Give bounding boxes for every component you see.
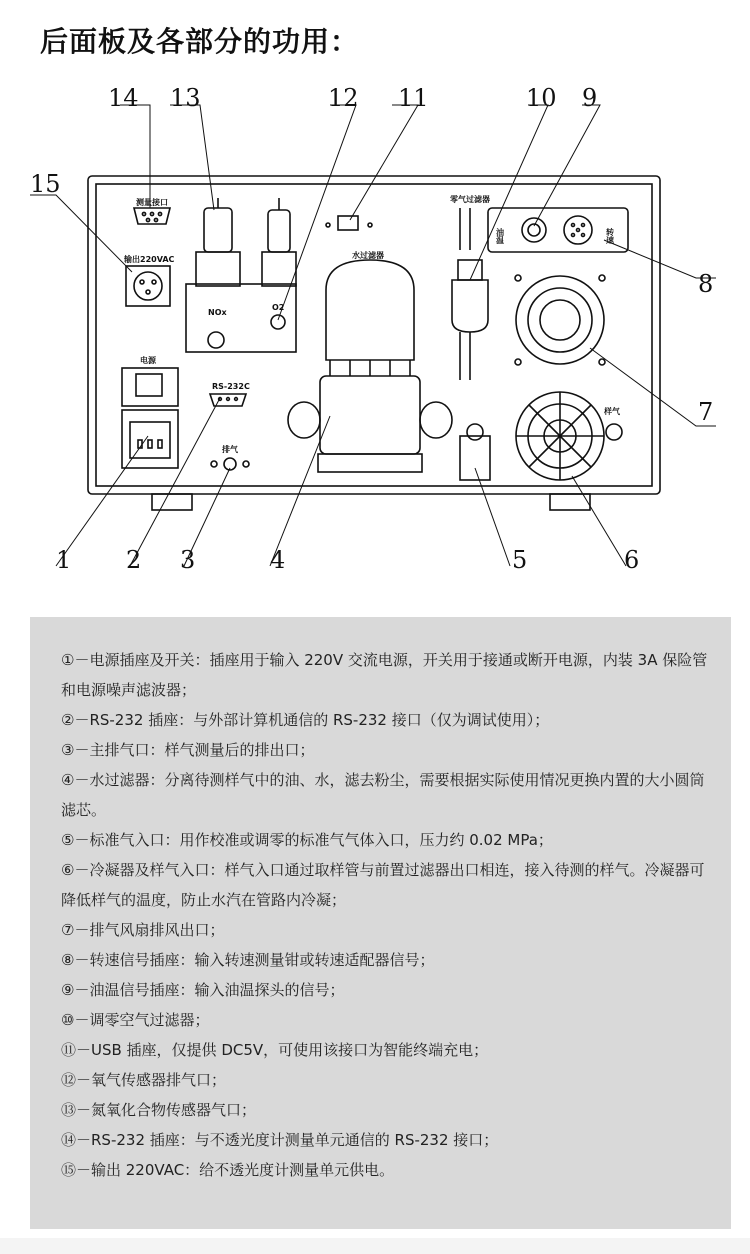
callout-7: 7 <box>698 398 714 426</box>
desc-13: ⑬－氮氧化合物传感器气口； <box>61 1101 257 1119</box>
desc-10: ⑩－调零空气过滤器； <box>61 1011 210 1029</box>
desc-15: ⑮－输出 220VAC：给不透光度计测量单元供电。 <box>61 1161 395 1179</box>
description-list <box>61 645 711 1185</box>
callout-13: 13 <box>170 84 201 112</box>
water-filter-body <box>320 376 420 454</box>
label-exhaust: 排气 <box>222 445 238 454</box>
desc-3: ③－主排气口：样气测量后的排出口； <box>61 741 315 759</box>
foot-left <box>152 494 192 510</box>
desc-7: ⑦－排气风扇排风出口； <box>61 921 225 939</box>
label-sample-gas: 样气 <box>604 407 620 416</box>
callout-6: 6 <box>624 546 640 574</box>
label-power: 电源 <box>140 356 156 365</box>
label-output-220vac: 输出220VAC <box>124 255 175 264</box>
power-switch <box>136 374 162 396</box>
standard-gas-inlet <box>460 436 490 480</box>
page-title: 后面板及各部分的功用： <box>40 25 360 58</box>
desc-14: ⑭－RS-232 插座：与不透光度计测量单元通信的 RS-232 接口； <box>61 1131 499 1149</box>
callout-10: 10 <box>526 84 557 112</box>
callout-9: 9 <box>582 84 598 112</box>
label-water-filter: 水过滤器 <box>352 251 384 260</box>
desc-6: ⑥－冷凝器及样气入口：样气入口通过取样管与前置过滤器出口相连，接入待测的样气。冷凝器可降低样气的温度，防止水汽在管路内冷凝； <box>61 861 705 909</box>
desc-12: ⑫－氧气传感器排气口； <box>61 1071 227 1089</box>
label-nox: NOx <box>208 308 227 317</box>
label-o2: O2 <box>272 303 285 312</box>
housing-inner <box>96 184 652 486</box>
footer-strip <box>0 1238 750 1254</box>
callout-11: 11 <box>398 84 429 112</box>
label-oil-temp: 油温 <box>495 228 505 244</box>
callout-14: 14 <box>108 84 139 112</box>
callout-5: 5 <box>512 546 528 574</box>
callout-8: 8 <box>698 270 714 298</box>
water-filter-top <box>326 260 414 360</box>
label-rs232c: RS-232C <box>212 382 250 391</box>
rotation-socket <box>564 216 592 244</box>
sensor-block <box>186 284 296 352</box>
callout-15: 15 <box>30 170 61 198</box>
desc-11: ⑪－USB 插座，仅提供 DC5V，可使用该接口为智能终端充电； <box>61 1041 489 1059</box>
rear-panel-diagram <box>0 80 750 610</box>
zero-air-filter <box>452 280 488 332</box>
callout-4: 4 <box>270 546 286 574</box>
desc-4: ④－水过滤器：分离待测样气中的油、水，滤去粉尘，需要根据实际使用情况更换内置的大小圆筒滤芯。 <box>61 771 705 819</box>
callout-1: 1 <box>56 546 72 574</box>
desc-2: ②－RS-232 插座：与外部计算机通信的 RS-232 接口（仅为调试使用）； <box>61 711 550 729</box>
oil-temp-socket <box>522 218 546 242</box>
label-measure-port: 测量接口 <box>136 198 168 207</box>
callout-12: 12 <box>328 84 359 112</box>
callout-3: 3 <box>180 546 196 574</box>
label-zero-filter: 零气过滤器 <box>450 195 490 204</box>
sample-gas-inlet <box>606 424 622 440</box>
nox-port <box>208 332 224 348</box>
desc-5: ⑤－标准气入口：用作校准或调零的标准气气体入口，压力约 0.02 MPa； <box>61 831 553 849</box>
callout-2: 2 <box>126 546 142 574</box>
description-panel <box>30 617 731 1229</box>
desc-8: ⑧－转速信号插座：输入转速测量钳或转速适配器信号； <box>61 951 435 969</box>
exhaust-fan <box>516 276 604 364</box>
water-filter-base <box>318 454 422 472</box>
desc-1: ①－电源插座及开关：插座用于输入 220V 交流电源，开关用于接通或断开电源，内装 3A 保险管和电源噪声滤波器； <box>61 651 708 699</box>
usb-port <box>338 216 358 230</box>
desc-9: ⑨－油温信号插座：输入油温探头的信号； <box>61 981 345 999</box>
o2-port <box>271 315 285 329</box>
label-rotation: 转速 <box>605 228 615 244</box>
